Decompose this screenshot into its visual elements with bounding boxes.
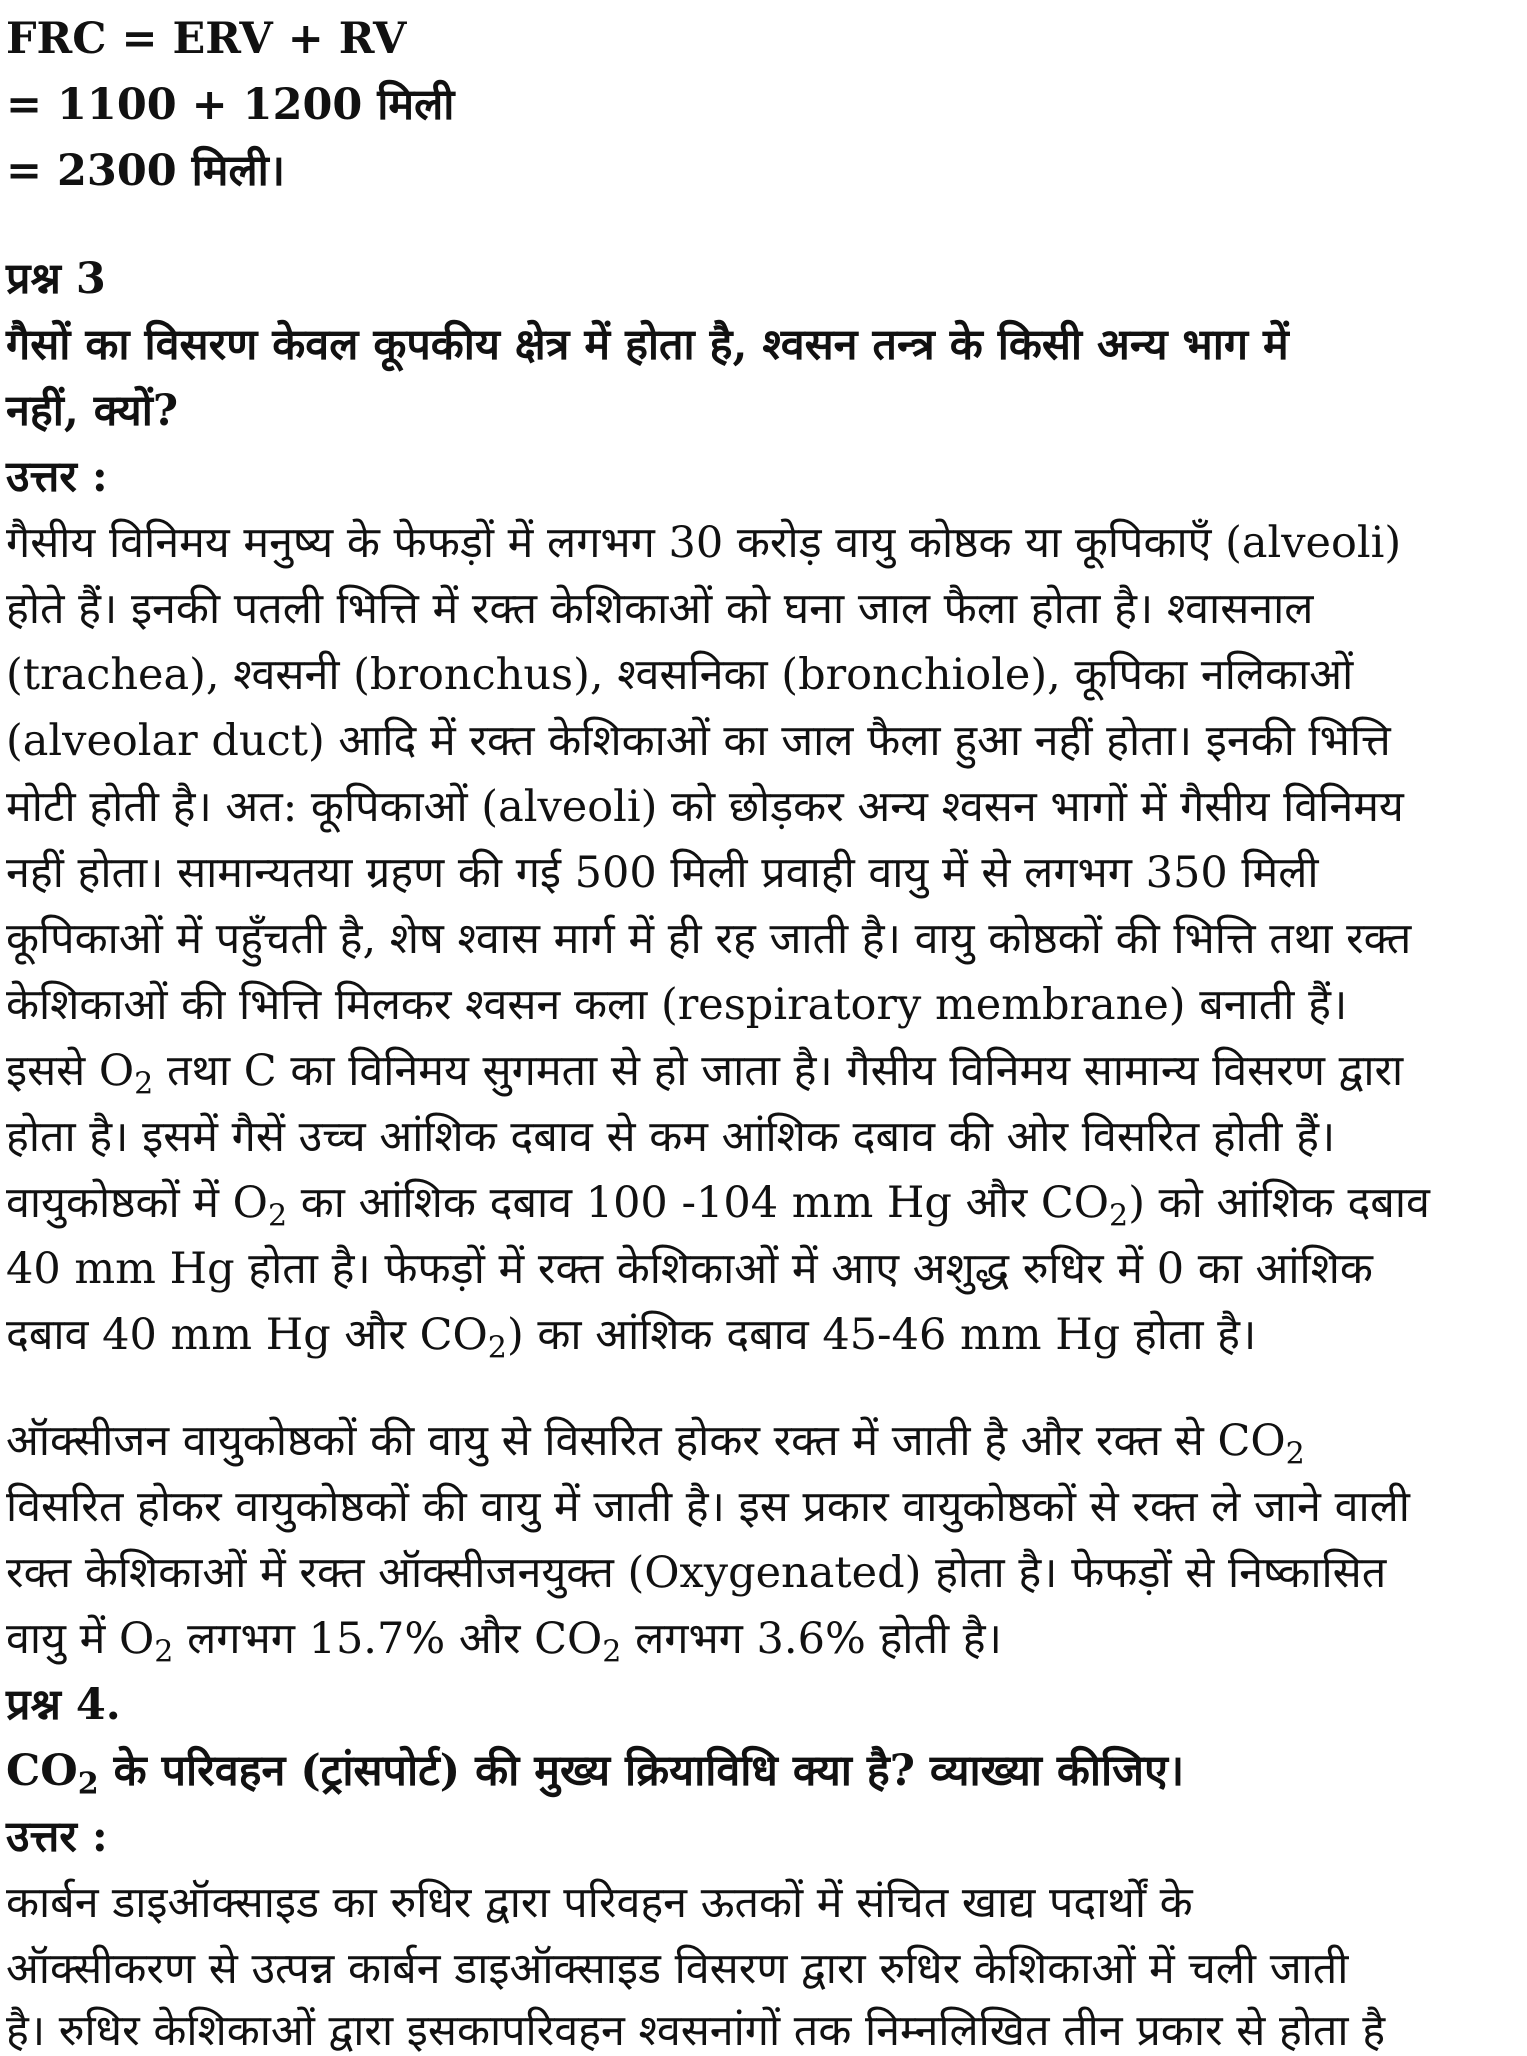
answer-paragraph-line: दबाव 40 mm Hg और $CO_2$) का आंशिक दबाव 45-46 mm Hg होता है। [6,1310,1257,1366]
answer-label: उत्तर : [6,1812,108,1862]
answer-paragraph-line: होता है। इसमें गैसें उच्च आंशिक दबाव से कम आंशिक दबाव की ओर विसरित होती हैं। [6,1112,1336,1162]
frc-formula: FRC = ERV + RV [6,14,407,64]
answer-paragraph-line: वायुकोष्ठकों में $O_2$ का आंशिक दबाव 100 -104 mm Hg और $CO_2$) को आंशिक दबाव [6,1178,1430,1234]
answer-paragraph-line: केशिकाओं की भित्ति मिलकर श्वसन कला (respiratory membrane) बनाती हैं। [6,980,1348,1030]
answer-paragraph-line: ऑक्सीजन वायुकोष्ठकों की वायु से विसरित होकर रक्त में जाती है और रक्त से $CO_2$ [6,1416,1305,1472]
answer-paragraph-line: मोटी होती है। अत: कूपिकाओं (alveoli) को छोड़कर अन्य श्वसन भागों में गैसीय विनिमय [6,782,1404,832]
answer-paragraph-line: नहीं होता। सामान्यतया ग्रहण की गई 500 मिली प्रवाही वायु में से लगभग 350 मिली [6,848,1319,898]
answer-paragraph-line: इससे $O_2$ तथा C का विनिमय सुगमता से हो जाता है। गैसीय विनिमय सामान्य विसरण द्वारा [6,1046,1404,1102]
answer-paragraph-line: 40 mm Hg होता है। फेफड़ों में रक्त केशिकाओं में आए अशुद्ध रुधिर में 0 का आंशिक [6,1244,1373,1294]
question-3-label: प्रश्न 3 [6,254,106,304]
answer-paragraph-line: (alveolar duct) आदि में रक्त केशिकाओं का जाल फैला हुआ नहीं होता। इनकी भित्ति [6,716,1391,766]
answer-paragraph-line: वायु में $O_2$ लगभग 15.7% और $CO_2$ लगभग 3.6% होती है। [6,1614,1002,1670]
calc-result: = 2300 मिली। [6,146,286,196]
answer-paragraph-line: गैसीय विनिमय मनुष्य के फेफड़ों में लगभग 30 करोड़ वायु कोष्ठक या कूपिकाएँ (alveoli) [6,518,1402,568]
answer-paragraph-line: कूपिकाओं में पहुँचती है, शेष श्वास मार्ग में ही रह जाती है। वायु कोष्ठकों की भित्ति तथा रक्त [6,914,1412,964]
answer-paragraph-line: ऑक्सीकरण से उत्पन्न कार्बन डाइऑक्साइड विसरण द्वारा रुधिर केशिकाओं में चली जाती [6,1944,1349,1994]
calc-step: = 1100 + 1200 मिली [6,80,455,130]
answer-paragraph-line: रक्त केशिकाओं में रक्त ऑक्सीजनयुक्त (Oxygenated) होता है। फेफड़ों से निष्कासित [6,1548,1387,1598]
question-3-text: नहीं, क्यों? [6,386,179,436]
question-4-text: $CO_2$ के परिवहन (ट्रांसपोर्ट) की मुख्य क्रियाविधि क्या है? व्याख्या कीजिए। [6,1746,1185,1802]
question-4-label: प्रश्न 4. [6,1680,121,1730]
question-3-text: गैसों का विसरण केवल कूपकीय क्षेत्र में होता है, श्वसन तन्त्र के किसी अन्य भाग में [6,320,1289,370]
answer-paragraph-line: विसरित होकर वायुकोष्ठकों की वायु में जाती है। इस प्रकार वायुकोष्ठकों से रक्त ले जाने वाली [6,1482,1410,1532]
answer-label: उत्तर : [6,452,108,502]
answer-paragraph-line: होते हैं। इनकी पतली भित्ति में रक्त केशिकाओं को घना जाल फैला होता है। श्वासनाल [6,584,1314,634]
answer-paragraph-line: (trachea), श्वसनी (bronchus), श्वसनिका (bronchiole), कूपिका नलिकाओं [6,650,1354,700]
answer-paragraph-line: है। रुधिर केशिकाओं द्वारा इसकापरिवहन श्वसनांगों तक निम्नलिखित तीन प्रकार से होता है [6,2006,1386,2056]
answer-paragraph-line: कार्बन डाइऑक्साइड का रुधिर द्वारा परिवहन ऊतकों में संचित खाद्य पदार्थों के [6,1878,1193,1928]
